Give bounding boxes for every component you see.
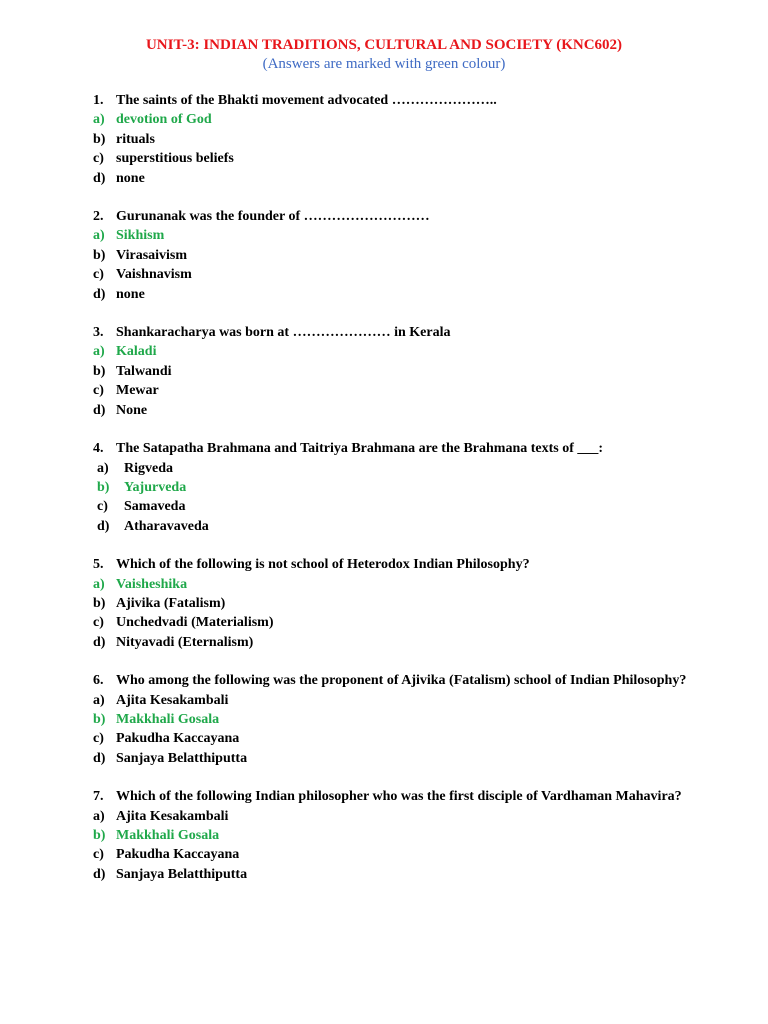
- option-label: a): [93, 344, 105, 360]
- question-number: 2.: [93, 209, 104, 225]
- option-c: [93, 729, 699, 748]
- question-7: [93, 787, 699, 884]
- option-text: None: [116, 402, 148, 418]
- option-label: c): [93, 847, 104, 863]
- question-text: [93, 91, 699, 110]
- option-text: Nityavadi (Eternalism): [116, 634, 254, 650]
- option-label: c): [93, 383, 104, 399]
- question-stem: Who among the following was the proponent of Ajivika (Fatalism) school of Indian Philosophy?: [116, 673, 687, 689]
- option-text: Vaisheshika: [116, 576, 188, 592]
- option-text: Sanjaya Belatthiputta: [116, 750, 248, 766]
- option-label: a): [93, 692, 105, 708]
- option-label: d): [93, 750, 106, 766]
- page-title: UNIT-3: INDIAN TRADITIONS, CULTURAL AND SOCIETY (KNC602): [145, 37, 623, 53]
- option-text: Ajita Kesakambali: [116, 808, 229, 824]
- option-label: b): [93, 828, 106, 843]
- option-a: [93, 226, 699, 245]
- option-text: superstitious beliefs: [116, 151, 234, 167]
- option-b: [93, 594, 699, 613]
- option-c: [93, 381, 699, 400]
- question-list: [93, 91, 699, 903]
- option-label: a): [97, 460, 109, 476]
- option-label: a): [93, 228, 105, 244]
- option-label: d): [93, 866, 106, 882]
- option-a: [93, 807, 699, 826]
- option-label: b): [93, 595, 106, 611]
- option-label: d): [93, 170, 106, 186]
- option-label: a): [93, 576, 105, 592]
- option-label: a): [93, 112, 105, 128]
- option-b: [93, 130, 699, 149]
- question-number: 3.: [93, 325, 104, 341]
- page-subtitle: (Answers are marked with green colour): [262, 56, 506, 72]
- option-text: Kaladi: [116, 344, 157, 360]
- option-text: Unchedvadi (Materialism): [116, 615, 274, 631]
- option-label: c): [93, 151, 104, 167]
- question-number: 6.: [93, 673, 104, 689]
- option-text: Sanjaya Belatthiputta: [116, 866, 248, 882]
- option-b: [93, 710, 699, 729]
- option-label: b): [93, 131, 106, 147]
- option-text: none: [116, 170, 145, 186]
- option-text: Mewar: [116, 383, 159, 399]
- option-text: Samaveda: [124, 499, 186, 515]
- question-text: [93, 555, 699, 574]
- option-b: [93, 246, 699, 265]
- question-stem: Gurunanak was the founder of ………………………: [116, 209, 430, 225]
- option-b: [93, 826, 699, 845]
- option-d: [93, 285, 699, 304]
- option-label: d): [93, 402, 106, 418]
- option-d: [93, 517, 699, 536]
- question-3: [93, 323, 699, 420]
- option-b: [93, 362, 699, 381]
- question-stem: Which of the following is not school of Heterodox Indian Philosophy?: [116, 557, 530, 573]
- option-text: Ajivika (Fatalism): [116, 595, 226, 611]
- question-text: [93, 439, 699, 458]
- question-stem: The Satapatha Brahmana and Taitriya Brahmana are the Brahmana texts of ___:: [116, 441, 604, 457]
- option-label: d): [97, 518, 110, 534]
- question-stem: The saints of the Bhakti movement advocated …………………..: [116, 93, 497, 108]
- option-text: Talwandi: [116, 363, 172, 379]
- question-number: 4.: [93, 441, 104, 457]
- option-label: c): [93, 731, 104, 747]
- option-b: [93, 478, 699, 497]
- question-5: [93, 555, 699, 652]
- question-text: [93, 207, 699, 226]
- option-text: rituals: [116, 131, 155, 147]
- option-label: b): [97, 479, 110, 495]
- question-number: 5.: [93, 557, 104, 573]
- option-label: c): [93, 615, 104, 631]
- question-stem: Which of the following Indian philosopher who was the first disciple of Vardhaman Mahavira?: [116, 789, 682, 805]
- option-text: Pakudha Kaccayana: [116, 847, 240, 863]
- option-c: [93, 497, 699, 516]
- option-text: Pakudha Kaccayana: [116, 731, 240, 747]
- option-a: [93, 691, 699, 710]
- option-text: Virasaivism: [116, 247, 188, 263]
- question-6: [93, 671, 699, 768]
- option-label: c): [93, 267, 104, 283]
- question-text: [93, 323, 699, 342]
- option-text: devotion of God: [116, 112, 212, 128]
- option-d: [93, 749, 699, 768]
- option-label: a): [93, 808, 105, 824]
- option-label: d): [93, 286, 106, 302]
- question-text: [93, 787, 699, 806]
- option-c: [93, 845, 699, 864]
- option-a: [93, 110, 699, 129]
- option-text: Sikhism: [116, 228, 165, 244]
- option-d: [93, 169, 699, 188]
- option-a: [93, 575, 699, 594]
- option-text: Yajurveda: [124, 479, 187, 495]
- option-label: b): [93, 247, 106, 263]
- option-c: [93, 149, 699, 168]
- option-text: Makkhali Gosala: [116, 828, 220, 843]
- option-text: Vaishnavism: [116, 267, 192, 283]
- option-label: c): [97, 499, 108, 515]
- option-label: b): [93, 711, 106, 727]
- option-label: d): [93, 634, 106, 650]
- option-text: Atharavaveda: [124, 518, 209, 534]
- question-text: [93, 671, 699, 690]
- option-label: b): [93, 363, 106, 379]
- question-4: [93, 439, 699, 536]
- question-2: [93, 207, 699, 304]
- option-text: Makkhali Gosala: [116, 711, 220, 727]
- option-d: [93, 865, 699, 884]
- option-d: [93, 633, 699, 652]
- option-c: [93, 265, 699, 284]
- question-stem: Shankaracharya was born at ………………… in Kerala: [116, 325, 451, 341]
- option-d: [93, 401, 699, 420]
- question-number: 1.: [93, 93, 104, 108]
- question-1: [93, 91, 699, 188]
- option-a: [93, 459, 699, 478]
- option-text: Rigveda: [124, 460, 173, 476]
- option-text: none: [116, 286, 145, 302]
- option-a: [93, 342, 699, 361]
- option-c: [93, 613, 699, 632]
- option-text: Ajita Kesakambali: [116, 692, 229, 708]
- question-number: 7.: [93, 789, 104, 805]
